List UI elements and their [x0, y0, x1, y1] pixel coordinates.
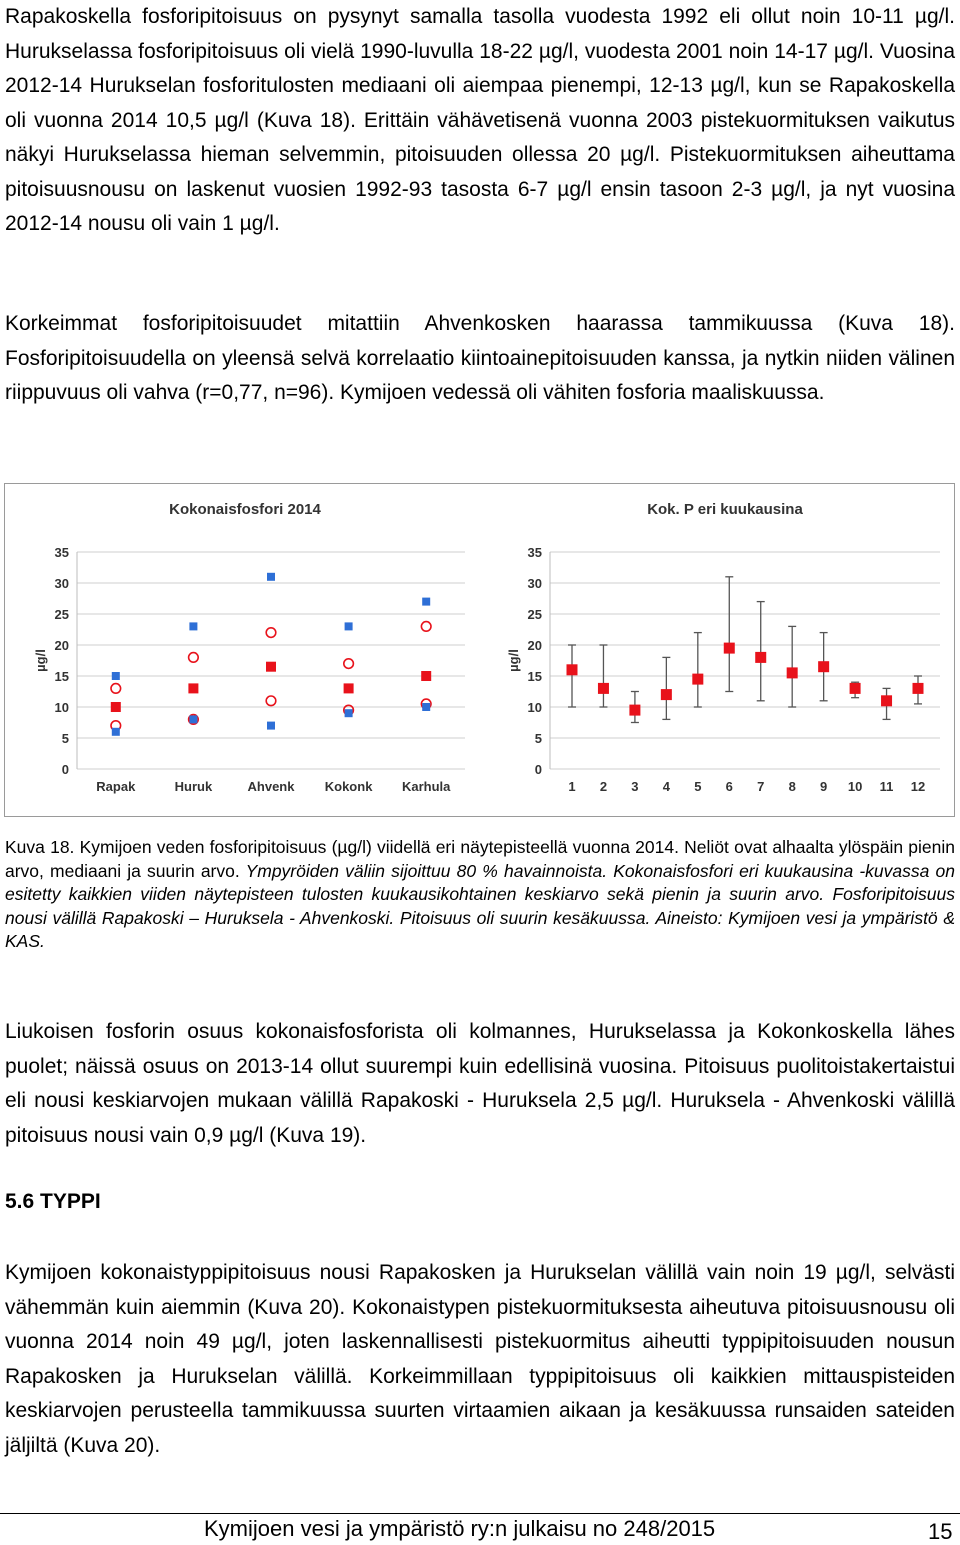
percentile-point: [421, 622, 431, 632]
y-tick-label: 10: [527, 700, 542, 715]
caption-plain: Kuva 18. Kymijoen veden fosforipitoisuus (µg/l) viidellä eri näytepisteellä vuonna 2014. Neliöt ovat alhaalta ylöspäin pienin arvo, mediaani ja suurin arvo.: [5, 837, 955, 881]
min-point: [112, 728, 120, 736]
mean-point: [913, 683, 924, 694]
median-point: [344, 683, 354, 693]
max-point: [345, 622, 353, 630]
y-tick-label: 0: [61, 762, 69, 777]
x-tick-label: 5: [694, 779, 702, 794]
median-point: [188, 683, 198, 693]
y-tick-label: 25: [527, 607, 542, 622]
footer-publication: Kymijoen vesi ja ympäristö ry:n julkaisu no 248/2015: [204, 1516, 716, 1541]
mean-point: [724, 643, 735, 654]
x-tick-label: 8: [788, 779, 796, 794]
max-point: [267, 573, 275, 581]
max-point: [422, 598, 430, 606]
chart-title-2: Kok. P eri kuukausina: [647, 501, 803, 518]
y-axis-label: µg/l: [506, 649, 521, 672]
max-point: [189, 622, 197, 630]
x-tick-label: 2: [599, 779, 608, 794]
paragraph-dissolved-phosphorus: Liukoisen fosforin osuus kokonaisfosforista oli kolmannes, Hurukselassa ja Kokonkoskella lähes puolet; näissä osuus on 2013-14 ollut suurempi kuin edellisinä vuosina. Pitoisuus puolitoistakertaistui eli nousi keskiarvojen mukaan välillä Rapakoski - Huruksela 2,5 µg/l. Huruksela - Ahvenkoski välillä pitoisuus nousi vain 0,9 µg/l (Kuva 19).: [5, 1020, 955, 1147]
min-point: [267, 722, 275, 730]
x-tick-label: Kokonk: [324, 779, 373, 794]
x-tick-label: 6: [725, 779, 733, 794]
y-tick-label: 35: [54, 545, 69, 560]
x-tick-label: 12: [910, 779, 926, 794]
x-tick-label: 7: [757, 779, 765, 794]
y-tick-label: 5: [61, 731, 69, 746]
x-tick-label: 3: [631, 779, 639, 794]
y-tick-label: 25: [54, 607, 69, 622]
page-number: 15: [928, 1519, 953, 1544]
mean-point: [692, 674, 703, 685]
y-tick-label: 30: [54, 576, 69, 591]
x-tick-label: 4: [662, 779, 670, 794]
paragraph-phosphorus-highest: Korkeimmat fosforipitoisuudet mitattiin Ahvenkosken haarassa tammikuussa (Kuva 18). Fosforipitoisuudella on yleensä selvä korrelaatio kiintoainepitoisuuden kanssa, ja nytkin niiden välinen riippuvuus oli vahva (r=0,77, n=96). Kymijoen vedessä oli vähiten fosforia maaliskuussa.: [5, 312, 955, 404]
figure-caption: [5, 836, 955, 954]
section-heading: 5.6 TYPPI: [5, 1190, 101, 1213]
x-tick-label: Ahvenk: [247, 779, 295, 794]
x-tick-label: 9: [820, 779, 828, 794]
percentile-point: [111, 684, 121, 694]
y-tick-label: 10: [54, 700, 69, 715]
y-axis-label: µg/l: [33, 649, 48, 672]
paragraph-nitrogen: Kymijoen kokonaistyppipitoisuus nousi Rapakosken ja Hurukselan välillä vain noin 19 µg/l, selvästi vähemmän kuin aiemmin (Kuva 20). Kokonaistypen pistekuormituksesta aiheutuva pitoisuusnousu oli vuonna 2014 noin 49 µg/l, joten laskennallisesti pistekuormitus aiheutti typpipitoisuuden nousun Rapakosken ja Hurukselan välillä. Korkeimmillaan typpipitoisuus oli kaikkien mittauspisteiden keskiarvojen perusteella tammikuussa suurten virtaamien aikaan ja kesäkuussa runsaiden sateiden jäljiltä (Kuva 20).: [5, 1261, 955, 1457]
paragraph-phosphorus-history: Rapakoskella fosforipitoisuus on pysynyt samalla tasolla vuodesta 1992 eli ollut noin 10-11 µg/l. Hurukselassa fosforipitoisuus oli vielä 1990-luvulla 18-22 µg/l, vuodesta 2001 noin 14-17 µg/l. Vuosina 2012-14 Hurukselan fosforitulosten mediaani oli aiempaa pienempi, 12-13 µg/l, kun se Rapakoskella oli vuonna 2014 10,5 µg/l (Kuva 18). Erittäin vähävetisenä vuonna 2003 pistekuormituksen vaikutus näkyi Hurukselassa hieman selvemmin, pitoisuuden ollessa 20 µg/l. Pistekuormituksen aiheuttama pitoisuusnousu on laskenut vuosien 1992-93 tasosta 6-7 µg/l ensin tasoon 2-3 µg/l, ja nyt vuosina 2012-14 nousu oli vain 1 µg/l.: [5, 5, 955, 235]
y-tick-label: 5: [534, 731, 542, 746]
percentile-point: [344, 659, 354, 669]
y-tick-label: 0: [534, 762, 542, 777]
mean-point: [818, 661, 829, 672]
y-tick-label: 35: [527, 545, 542, 560]
mean-point: [661, 689, 672, 700]
min-point: [345, 709, 353, 717]
phosphorus-charts: [5, 484, 954, 816]
x-tick-label: 1: [568, 779, 576, 794]
x-tick-label: Huruk: [174, 779, 213, 794]
percentile-point: [266, 628, 276, 638]
percentile-point: [189, 653, 199, 663]
x-tick-label: 10: [847, 779, 863, 794]
mean-point: [755, 652, 766, 663]
y-tick-label: 15: [527, 669, 542, 684]
x-tick-label: Rapak: [96, 779, 136, 794]
min-point: [189, 715, 197, 723]
x-tick-label: 11: [879, 779, 894, 794]
caption-rest: Kokonaisfosfori eri kuukausina -kuvassa on esitetty kaikkien viiden näytepisteen tulosten kuukausikohtainen keskiarvo sekä pienin ja suurin arvo. Fosforipitoisuus nousi välillä Rapakoski – Huruksela - Ahvenkoski. Pitoisuus oli suurin kesäkuussa. Aineisto: Kymijoen vesi ja ympäristö & KAS.: [5, 860, 956, 952]
mean-point: [567, 664, 578, 675]
mean-point: [598, 683, 609, 694]
max-point: [112, 672, 120, 680]
y-tick-label: 20: [54, 638, 69, 653]
mean-point: [787, 667, 798, 678]
percentile-point: [266, 696, 276, 706]
x-tick-label: Karhula: [401, 779, 451, 794]
y-tick-label: 30: [527, 576, 542, 591]
figure-18: [4, 483, 955, 817]
caption-italic: Ympyröiden väliin sijoittuu 80 % havainnoista.: [239, 860, 608, 881]
y-tick-label: 15: [54, 669, 69, 684]
median-point: [266, 662, 276, 672]
median-point: [111, 702, 121, 712]
y-tick-label: 20: [527, 638, 542, 653]
footer-divider: [0, 1513, 960, 1514]
min-point: [422, 703, 430, 711]
mean-point: [881, 695, 892, 706]
median-point: [421, 671, 431, 681]
chart-title-1: Kokonaisfosfori 2014: [169, 501, 321, 518]
mean-point: [850, 683, 861, 694]
mean-point: [629, 705, 640, 716]
